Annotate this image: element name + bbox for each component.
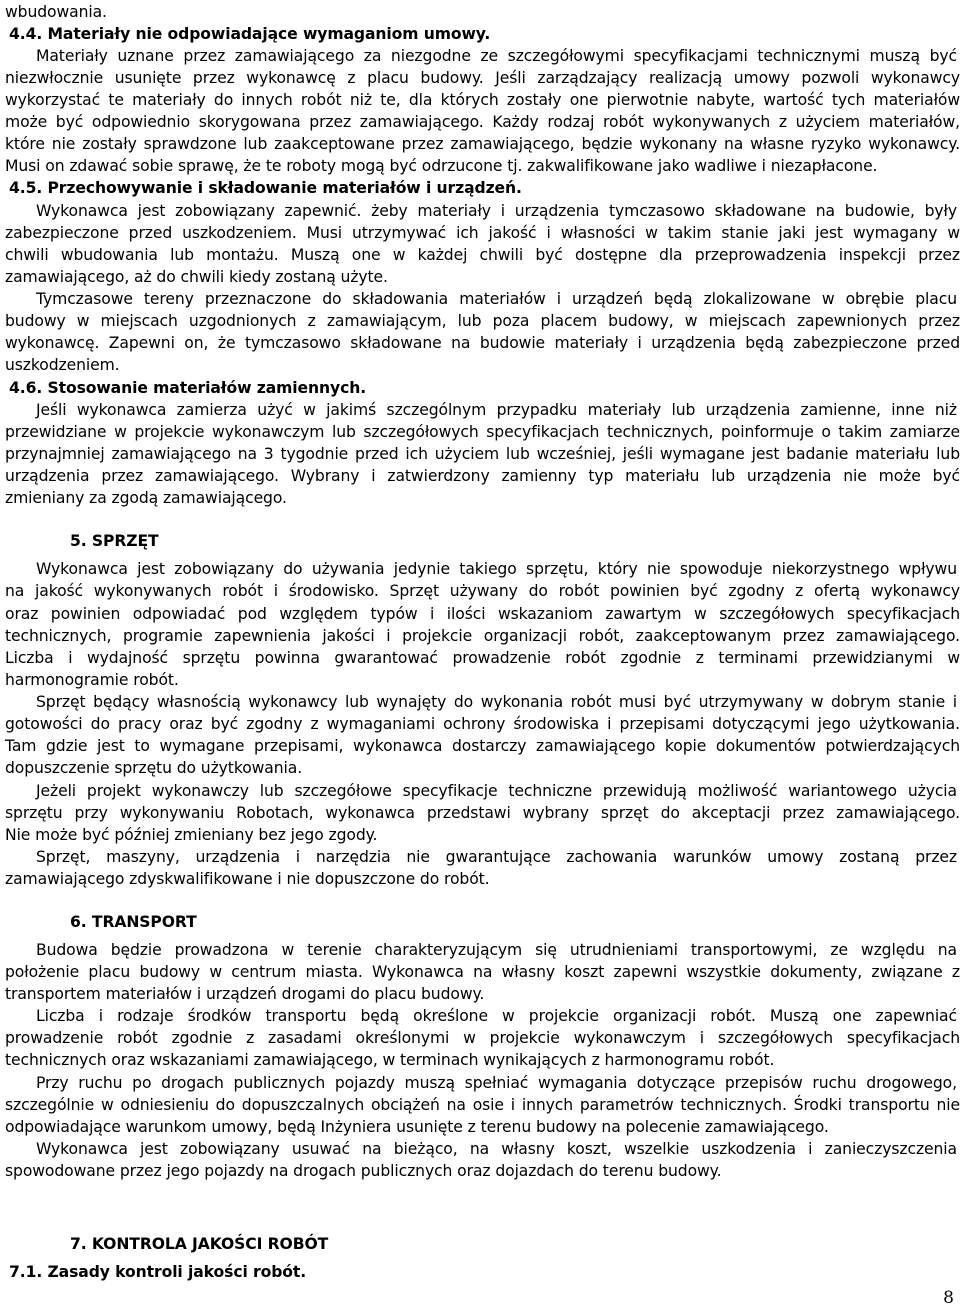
text-line: dopuszczenie sprzętu do użytkowania. [5, 759, 303, 777]
text-line: przynajmniej zamawiającego na 3 tygodnie przed ich użyciem lub wcześniej, jeśli wymagane jest badanie materiału lub [5, 445, 960, 463]
text-line: zmieniany za zgodą zamawiającego. [5, 489, 287, 507]
text-line: Wykonawca jest zobowiązany do używania jedynie takiego sprzętu, który nie spowoduje niekorzystnego wpływu [36, 560, 957, 578]
chapter-heading: 5. SPRZĘT [70, 532, 159, 550]
section-heading: 7.1. Zasady kontroli jakości robót. [9, 1263, 307, 1281]
text-line: chwili wbudowania lub montażu. Muszą one w każdej chwili być dostępne dla przeprowadzenia inspekcji przez [5, 246, 960, 264]
section-heading: 4.5. Przechowywanie i składowanie materiałów i urządzeń. [9, 179, 522, 197]
text-line: Liczba i rodzaje środków transportu będą określone w projekcie organizacji robót. Muszą one zapewniać [36, 1007, 957, 1025]
text-line: niezwłocznie usunięte przez wykonawcę z placu budowy. Jeśli zarządzający realizacją umowy pozwoli wykonawcy [5, 69, 960, 87]
text-line: zamawiającego, aż do chwili kiedy zostaną użyte. [5, 268, 388, 286]
text-line: zabezpieczone przed uszkodzeniem. Musi utrzymywać ich jakość i własności w takim stanie jaki jest wymagany w [5, 224, 960, 242]
section-heading: 4.6. Stosowanie materiałów zamiennych. [9, 379, 367, 397]
text-line: Tymczasowe tereny przeznaczone do składowania materiałów i urządzeń będą zlokalizowane w obrębie placu [36, 290, 957, 308]
text-line: harmonogramie robót. [5, 671, 179, 689]
text-line: szczególnie w odniesieniu do dopuszczalnych obciążeń na osie i innych parametrów technicznych. Środki transportu nie [5, 1096, 960, 1114]
text-line: może być odpowiednio skorygowana przez zamawiającego. Każdy rodzaj robót wykonywanych z użyciem materiałów, [5, 113, 960, 131]
text-line: urządzenia przez zamawiającego. Wybrany i zatwierdzony zamienny typ materiału lub urządzenia nie może być [5, 467, 960, 485]
text-line: transportem materiałów i urządzeń drogami do placu budowy. [5, 985, 485, 1003]
text-line: Musi on zdawać sobie sprawę, że te roboty mogą być odrzucone tj. zakwalifikowane jako wadliwe i niezapłacone. [5, 157, 878, 175]
chapter-heading: 6. TRANSPORT [70, 913, 197, 931]
text-line: budowy w miejscach uzgodnionych z zamawiającym, lub poza placem budowy, w miejscach zapewnionych przez [5, 312, 960, 330]
text-line: Sprzęt będący własnością wykonawcy lub wynajęty do wykonania robót musi być utrzymywany w dobrym stanie i [36, 693, 957, 711]
page-number: 8 [943, 1288, 954, 1308]
text-line: gotowości do pracy oraz być zgodny z wymaganiami ochrony środowiska i przepisami dotyczącymi jego użytkowania. [5, 715, 960, 733]
text-line: na jakość wykonywanych robót i środowisko. Sprzęt używany do robót powinien być zgodny z ofertą wykonawcy [5, 582, 960, 600]
text-line: odpowiadające warunkom umowy, będą Inżyniera usunięte z terenu budowy na polecenie zamawiającego. [5, 1118, 829, 1136]
text-line: Nie może być później zmieniany bez jego zgody. [5, 826, 378, 844]
text-line: położenie placu budowy w centrum miasta. Wykonawca na własny koszt zapewni wszystkie dokumenty, związane z [5, 963, 960, 981]
text-line: Tam gdzie jest to wymagane przepisami, wykonawca dostarczy zamawiającego kopie dokumentów potwierdzających [5, 737, 960, 755]
text-line: technicznych oraz wskazaniami zamawiającego, w terminach wynikających z harmonogramu robót. [5, 1051, 775, 1069]
text-line: wykonawcę. Zapewni on, że tymczasowo składowane na budowie materiały i urządzenia będą zabezpieczone przed [5, 334, 960, 352]
text-line: które nie zostały sprawdzone lub zaakceptowane przez zamawiającego, będzie wykonany na własne ryzyko wykonawcy. [5, 135, 960, 153]
section-heading: 4.4. Materiały nie odpowiadające wymaganiom umowy. [9, 25, 491, 43]
chapter-heading: 7. KONTROLA JAKOŚCI ROBÓT [70, 1235, 329, 1253]
text-line: zamawiającego zdyskwalifikowane i nie dopuszczone do robót. [5, 870, 490, 888]
text-line: Przy ruchu po drogach publicznych pojazdy muszą spełniać wymagania dotyczące przepisów ruchu drogowego, [36, 1074, 957, 1092]
text-line: wykorzystać te materiały do innych robót niż te, dla których zostały one pierwotnie nabyte, wartość tych materiałów [5, 91, 960, 109]
text-line: przewidziane w projekcie wykonawczym lub szczegółowych specyfikacjach technicznych, poinformuje o takim zamiarze [5, 423, 960, 441]
text-line: Wykonawca jest zobowiązany zapewnić. żeby materiały i urządzenia tymczasowo składowane na budowie, były [36, 202, 957, 220]
text-line: technicznych, programie zapewnienia jakości i projekcie organizacji robót, zaakceptowanym przez zamawiającego. [5, 627, 960, 645]
text-line: sprzętu przy wykonywaniu Robotach, wykonawca przedstawi wybrany sprzęt do akceptacji przez zamawiającego. [5, 804, 960, 822]
text-line: Wykonawca jest zobowiązany usuwać na bieżąco, na własny koszt, wszelkie uszkodzenia i zanieczyszczenia [36, 1140, 957, 1158]
text-line: oraz powinien odpowiadać pod względem typów i ilości wskazaniom zawartym w szczegółowych specyfikacjach [5, 605, 960, 623]
text-line: Jeżeli projekt wykonawczy lub szczegółowe specyfikacje techniczne przewidują możliwość wariantowego użycia [36, 782, 957, 800]
text-line: wbudowania. [5, 3, 107, 21]
text-line: spowodowane przez jego pojazdy na drogach publicznych oraz dojazdach do terenu budowy. [5, 1162, 722, 1180]
text-line: Jeśli wykonawca zamierza użyć w jakimś szczególnym przypadku materiały lub urządzenia zamienne, inne niż [36, 401, 957, 419]
text-line: Budowa będzie prowadzona w terenie charakteryzującym się utrudnieniami transportowymi, ze względu na [36, 941, 957, 959]
text-line: uszkodzeniem. [5, 356, 120, 374]
text-line: Liczba i wydajność sprzętu powinna gwarantować prowadzenie robót zgodnie z terminami przewidzianymi w [5, 649, 960, 667]
text-line: prowadzenie robót zgodnie z zasadami określonymi w projekcie wykonawczym i szczegółowych specyfikacjach [5, 1029, 960, 1047]
text-line: Sprzęt, maszyny, urządzenia i narzędzia nie gwarantujące zachowania warunków umowy zostaną przez [36, 848, 957, 866]
text-line: Materiały uznane przez zamawiającego za niezgodne ze szczegółowymi specyfikacjami technicznymi muszą być [36, 47, 957, 65]
